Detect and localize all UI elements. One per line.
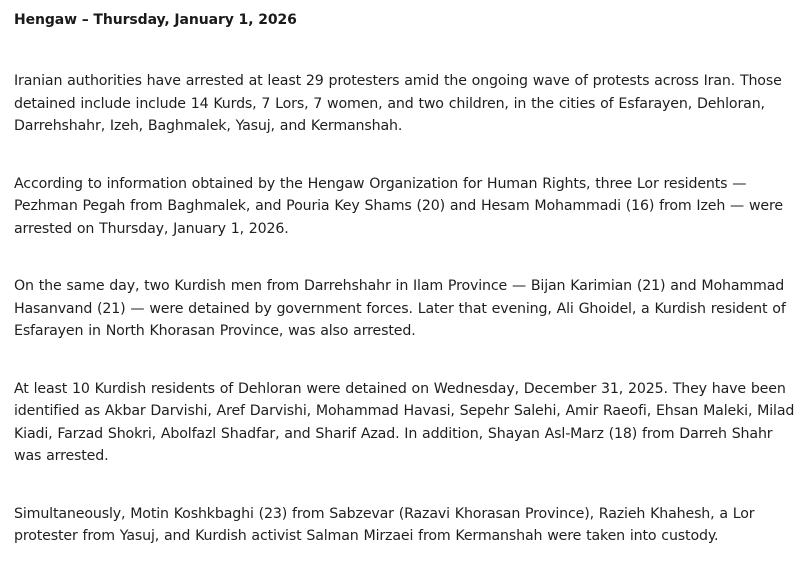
article-paragraph-2: According to information obtained by the Hengaw Organization for Human Rights, three Lor residents — Pezhman Pegah from Baghmalek, and Pouria Key Shams (20) and Hesam Mohammadi (16) from Izeh — were arrested on Thursday, January 1, 2026. bbox=[14, 175, 783, 237]
article-headline: Hengaw – Thursday, January 1, 2026 bbox=[14, 12, 297, 28]
article-paragraph-3: On the same day, two Kurdish men from Darrehshahr in Ilam Province — Bijan Karimian (21) and Mohammad Hasanvand (21) — were detained by government forces. Later that evening, Ali Ghoidel, a Kurdish resident of Esfarayen in North Khorasan Province, was also arrested. bbox=[14, 278, 786, 339]
article-paragraph-1: Iranian authorities have arrested at least 29 protesters amid the ongoing wave of protests across Iran. Those detained include include 14 Kurds, 7 Lors, 7 women, and two children, in the cities of Esfarayen, Dehloran, Darrehshahr, Izeh, Baghmalek, Yasuj, and Kermanshah. bbox=[14, 73, 782, 134]
article-paragraph-5: Simultaneously, Motin Koshkbaghi (23) from Sabzevar (Razavi Khorasan Province), Razieh Khahesh, a Lor protester from Yasuj, and Kurdish activist Salman Mirzaei from Kermanshah were taken into custody. bbox=[14, 505, 755, 544]
article-paragraph-4: At least 10 Kurdish residents of Dehloran were detained on Wednesday, December 31, 2025. They have been identified as Akbar Darvishi, Aref Darvishi, Mohammad Havasi, Sepehr Salehi, Amir Raeofi, Ehsan Maleki, Milad Kiadi, Farzad Shokri, Abolfazl Shadfar, and Sharif Azad. In addition, Shayan Asl-Marz (18) from Darreh Shahr was arrested. bbox=[14, 380, 795, 464]
